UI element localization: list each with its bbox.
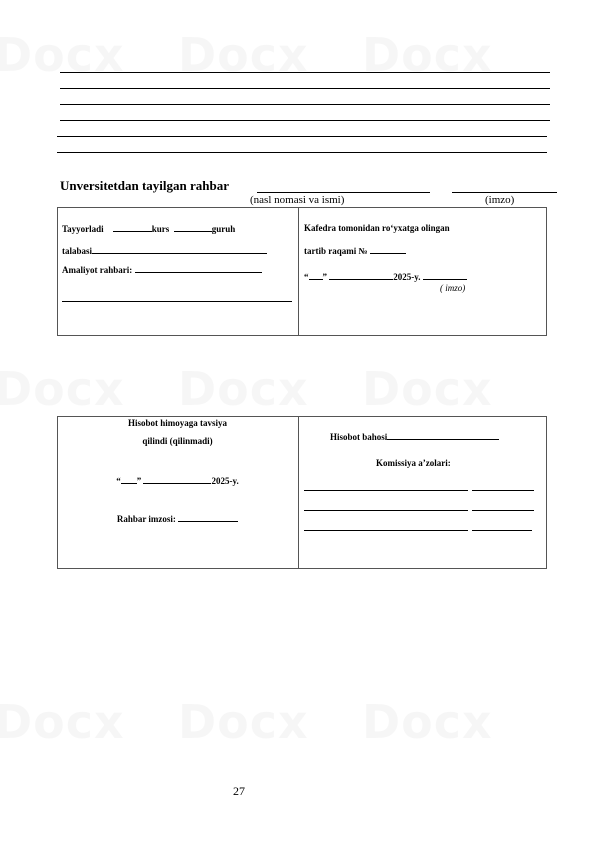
supervisor-sign-blank (452, 192, 557, 193)
blank-line (57, 136, 547, 137)
watermark (362, 362, 493, 416)
quote-open: “ (304, 272, 309, 282)
watermark (362, 695, 493, 749)
student-row (62, 245, 267, 256)
year-label: 2025-y. (211, 476, 239, 486)
number-label: tartib raqami № (304, 246, 368, 256)
practice-supervisor-row (62, 264, 262, 275)
quote-open: “ (116, 476, 121, 486)
group-label: guruh (211, 224, 236, 234)
number-row (304, 245, 406, 256)
watermark (0, 28, 125, 82)
student-label: talabasi (62, 246, 93, 256)
registration-sign-caption: ( imzo) (440, 283, 466, 293)
day-blank (309, 271, 323, 280)
watermark (362, 28, 493, 82)
recommend-line-1: Hisobot himoyaga tavsiya (127, 418, 227, 428)
prepared-by-label: Tayyorladi (62, 224, 104, 234)
month-blank (329, 271, 393, 280)
watermark (178, 28, 309, 82)
day-blank (121, 475, 137, 484)
quote-close: ” (322, 272, 327, 282)
recommend-date-row (57, 475, 298, 486)
blank-line (60, 104, 550, 105)
watermark (0, 695, 125, 749)
blank-line (60, 72, 550, 73)
blank-line (60, 120, 550, 121)
month-blank (143, 475, 211, 484)
watermark (178, 695, 309, 749)
supervisor-sign-row (57, 513, 298, 524)
practice-supervisor-label: Amaliyot rahbari: (62, 265, 133, 275)
supervisor-sign-blank (178, 513, 238, 522)
table-divider (298, 207, 299, 336)
course-blank (113, 223, 152, 232)
registration-date-row (304, 271, 467, 282)
grade-row (330, 431, 499, 442)
course-label: kurs (151, 224, 170, 234)
grade-blank (387, 431, 499, 440)
watermark (0, 362, 125, 416)
quote-close: ” (136, 476, 142, 486)
number-blank (370, 245, 406, 254)
supervisor-sign-label: Rahbar imzosi: (116, 514, 176, 524)
practice-supervisor-blank (135, 264, 262, 273)
watermark (178, 362, 309, 416)
student-blank (92, 245, 267, 254)
registered-label: Kafedra tomonidan ro‘yxatga olingan (304, 223, 450, 233)
grade-label: Hisobot bahosi (330, 432, 388, 442)
page-number: 27 (233, 784, 245, 798)
commission-label: Komissiya a’zolari: (376, 458, 451, 468)
name-caption: (nasl nomasi va ismi) (250, 194, 345, 206)
table-divider (298, 416, 299, 569)
sign-blank (423, 271, 467, 280)
supervisor-name-blank (257, 192, 430, 193)
supervisor-label: Unversitetdan tayilgan rahbar (60, 178, 229, 193)
sign-caption: (imzo) (485, 194, 515, 206)
year-label: 2025-y. (393, 272, 421, 282)
group-blank (174, 223, 212, 232)
recommend-line-2: qilindi (qilinmadi) (142, 436, 213, 446)
blank-line (60, 88, 550, 89)
blank-line (57, 152, 547, 153)
prepared-by-row (62, 223, 235, 234)
